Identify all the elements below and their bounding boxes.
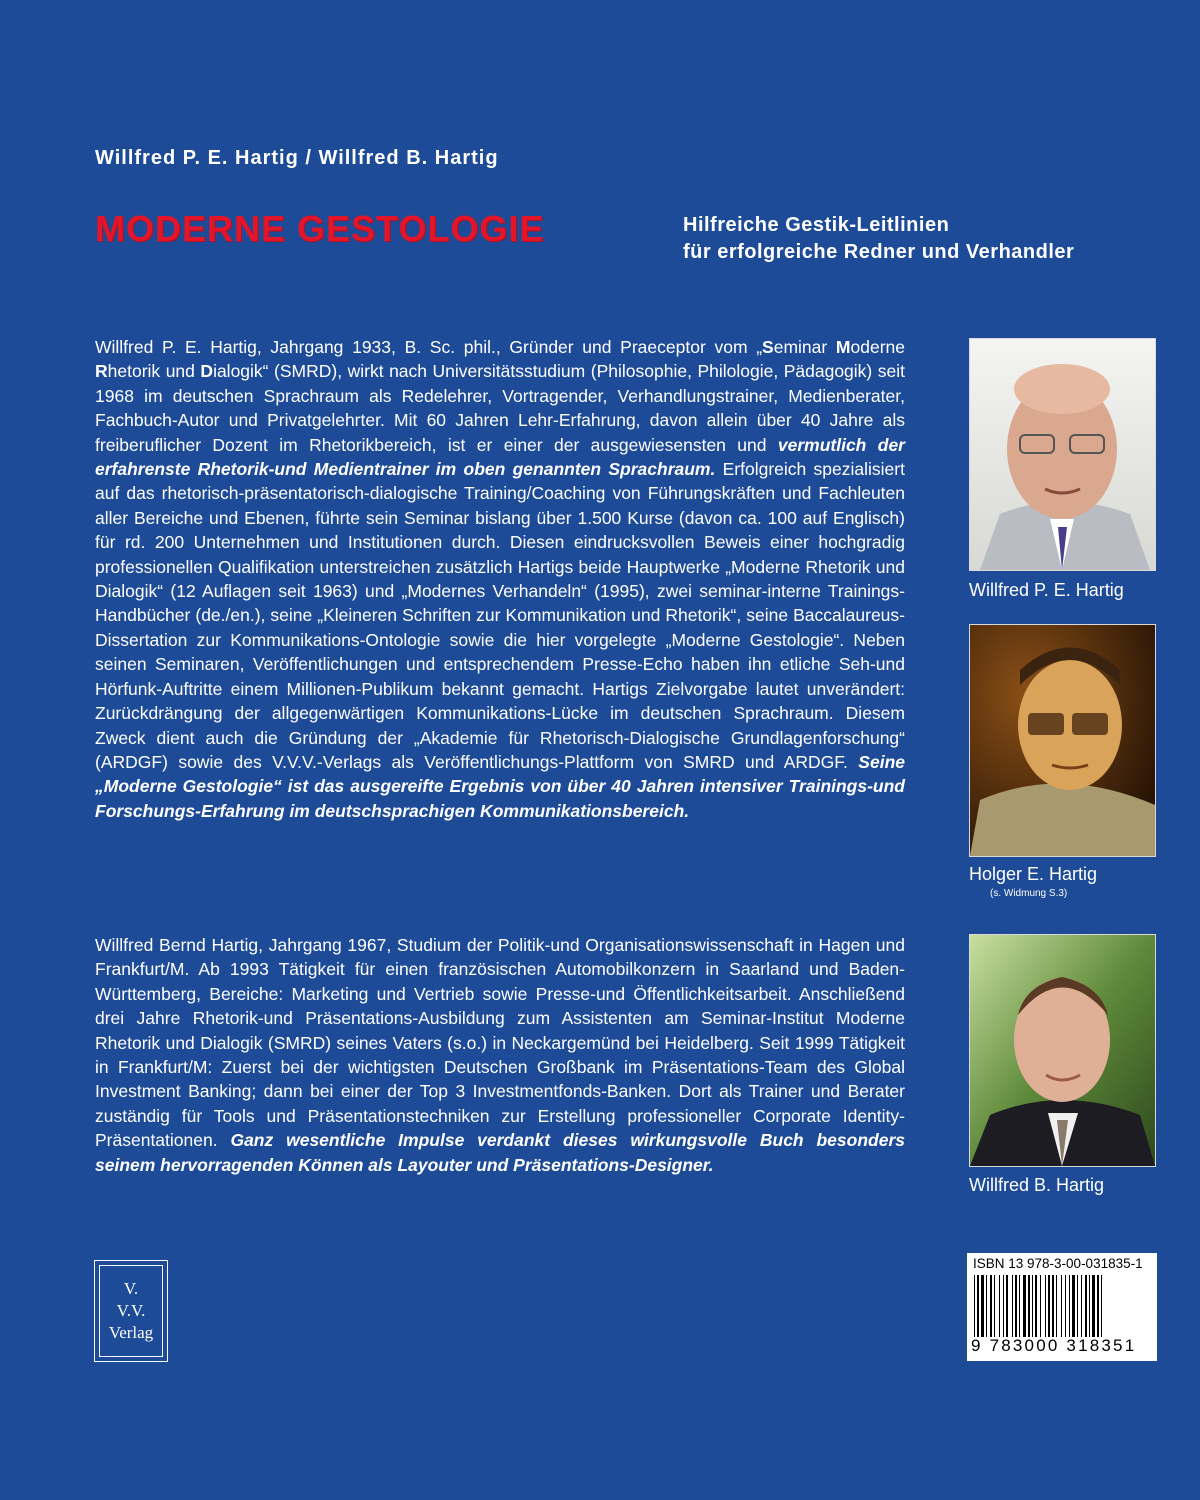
caption-photo-3: Willfred B. Hartig	[969, 1175, 1105, 1195]
author-photo-willfred-b	[969, 934, 1156, 1167]
initial-m: M	[835, 337, 851, 357]
portrait-image	[970, 339, 1155, 570]
author-photo-holger	[969, 624, 1156, 857]
caption-photo-2: Holger E. Hartig	[969, 864, 1098, 884]
bio1-text: Willfred P. E. Hartig, Jahrgang 1933, B. Sc. phil., Gründer und Praeceptor vom „	[95, 337, 763, 357]
initial-s: S	[762, 337, 774, 357]
bio1-text: hetorik und	[107, 361, 201, 382]
barcode-icon	[972, 1275, 1152, 1337]
bio2-text: Willfred Bernd Hartig, Jahrgang 1967, Studium der Politik-und Organisationswissenschaft in Hagen und Frankfurt/M. Ab 1993 Tätigkeit für einen französischen Automobilkonzern in Saarland und Baden-Württemberg, Bereiche: Marketing und Vertrieb sowie Presse-und Öffentlichkeitsarbeit. Anschließend drei Jahre Rhetorik-und Präsentations-Ausbildung zum Assistenten am Seminar-Institut Moderne Rhetorik und Dialogik (SMRD) seines Vaters (s.o.) in Neckargemünd bei Heidelberg. Seit 1999 Tätigkeit in Frankfurt/M: Zuerst bei der wichtigsten Deutschen Großbank im Präsentations-Team des Global Investment Banking; dann bei einer der Top 3 Investmentfonds-Banken. Dort als Trainer und Berater zuständig für Tools und Präsentationstechniken zur Erstellung professioneller Corporate Identity-Präsentationen.	[95, 935, 905, 1151]
bio1-emphasis: vermutlich der erfahrenste Rhetorik-und Medientrainer im oben genannten Sprachraum.	[95, 434, 905, 480]
author-bio-senior	[95, 335, 905, 823]
bio1-text: oderne	[850, 337, 905, 357]
book-title: MODERNE GESTOLOGIE	[95, 208, 545, 249]
caption-photo-2-note: (s. Widmung S.3)	[990, 888, 1068, 899]
logo-line-1: V.	[123, 1279, 139, 1298]
publisher-logo	[94, 1260, 168, 1362]
bio1-text: ialogik“ (SMRD), wirkt nach Universitätsstudium (Philosophie, Philologie, Pädagogik) seit 1968 im deutschen Sprachraum als Redelehrer, Vortragender, Verhandlungstrainer, Medienberater, Fachbuch-Autor und Privatgelehrter. Mit 60 Jahren Lehr-Erfahrung, davon allein über 40 Jahre als freiberuflicher Dozent im Rhetorikbereich, ist er einer der ausgewiesensten und	[95, 361, 906, 455]
author-bio-junior	[95, 933, 905, 1177]
initial-r: R	[95, 361, 108, 382]
bio1-emphasis-closing: Seine „Moderne Gestologie“ ist das ausgereifte Ergebnis von über 40 Jahren intensiver Trainings-und Forschungs-Erfahrung im deutschsprachigen Kommunikationsbereich.	[95, 751, 905, 821]
author-photo-willfred-pe	[969, 338, 1156, 571]
portrait-image	[970, 935, 1155, 1166]
publisher-logo-inner	[99, 1265, 163, 1357]
logo-line-3: Verlag	[108, 1323, 154, 1342]
bio1-text: eminar	[773, 337, 836, 357]
isbn-label: ISBN 13 978-3-00-031835-1	[973, 1256, 1143, 1271]
subtitle-line-1: Hilfreiche Gestik-Leitlinien	[683, 214, 950, 236]
subtitle	[683, 212, 1074, 266]
subtitle-line-2: für erfolgreiche Redner und Verhandler	[683, 241, 1075, 263]
bio2-emphasis: Ganz wesentliche Impulse verdankt dieses wirkungsvolle Buch besonders seinem hervorragenden Können als Layouter und Präsentations-Designer.	[95, 1130, 905, 1175]
logo-line-2: V.V.	[116, 1301, 146, 1320]
isbn-barcode-box	[967, 1253, 1157, 1361]
initial-d: D	[200, 361, 214, 382]
caption-photo-1: Willfred P. E. Hartig	[969, 580, 1124, 600]
portrait-image	[970, 625, 1155, 856]
authors: Willfred P. E. Hartig / Willfred B. Hartig	[95, 147, 499, 169]
isbn-digits: 9 783000 318351	[971, 1336, 1137, 1355]
bio1-text: Erfolgreich spezialisiert auf das rhetorisch-präsentatorisch-dialogische Training/Coaching von Führungskräften und Fachleuten aller Bereiche und Ebenen, führte sein Seminar bislang über 1.500 Kurse (davon ca. 100 auf Englisch) für rd. 200 Unternehmen und Institutionen durch. Diesen eindrucksvollen Beweis einer hochgradig professionellen Qualifikation unterstreichen zusätzlich Hartigs beide Hauptwerke „Moderne Rhetorik und Dialogik“ (12 Auflagen seit 1963) und „Modernes Verhandeln“ (1995), zwei seminar-interne Trainings-Handbücher (de./en.), seine „Kleineren Schriften zur Kommunikation und Rhetorik“, seine Baccalaureus-Dissertation zur Kommunikations-Ontologie sowie die hier vorgelegte „Moderne Gestologie“. Neben seinen Seminaren, Veröffentlichungen und entsprechendem Presse-Echo haben ihn etliche Seh-und Hörfunk-Auftritte einem Millionen-Publikum bekannt gemacht. Hartigs Zielvorgabe lautet unverändert: Zurückdrängung der allgegenwärtigen Kommunikations-Lücke im deutschen Sprachraum. Diesem Zweck dient auch die Gründung der „Akademie für Rhetorisch-Dialogische Grundlagenforschung“ (ARDGF) sowie des V.V.V.-Verlags als Veröffentlichungs-Plattform von SMRD und ARDGF.	[95, 459, 905, 772]
